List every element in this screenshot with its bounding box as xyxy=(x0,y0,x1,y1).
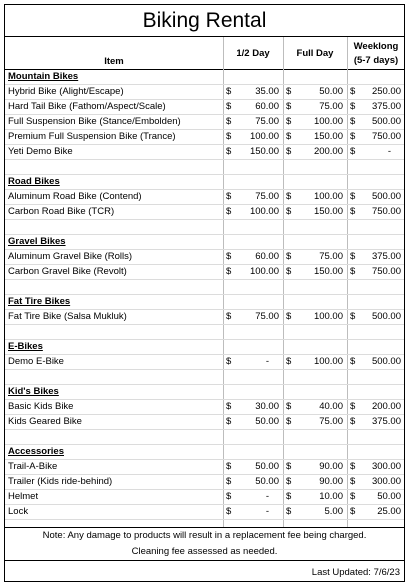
price-amount: 50.00 xyxy=(377,491,401,502)
price-amount: 90.00 xyxy=(319,476,343,487)
full-day-price xyxy=(283,475,347,489)
currency-symbol: $ xyxy=(286,461,292,472)
category-label: Fat Tire Bikes xyxy=(8,296,71,307)
category-label: Road Bikes xyxy=(8,176,60,187)
weeklong-price xyxy=(347,205,405,219)
category-row xyxy=(5,175,404,190)
price-amount: 50.00 xyxy=(319,86,343,97)
currency-symbol: $ xyxy=(350,266,356,277)
half-day-price xyxy=(223,400,283,414)
spacer-row xyxy=(5,430,404,445)
half-day-price xyxy=(223,205,283,219)
currency-symbol: $ xyxy=(286,311,292,322)
weeklong-price xyxy=(347,310,405,324)
item-name: Aluminum Gravel Bike (Rolls) xyxy=(8,251,133,262)
price-amount: 30.00 xyxy=(255,401,279,412)
table-row xyxy=(5,85,404,100)
item-name: Lock xyxy=(8,506,29,517)
rental-price-sheet xyxy=(4,4,405,582)
category-row xyxy=(5,235,404,250)
price-amount: 50.00 xyxy=(255,461,279,472)
weeklong-price xyxy=(347,85,405,99)
price-amount: 5.00 xyxy=(324,506,343,517)
weeklong-price xyxy=(347,400,405,414)
category-label: Mountain Bikes xyxy=(8,71,79,82)
half-day-price xyxy=(223,100,283,114)
currency-symbol: $ xyxy=(226,401,232,412)
weeklong-price xyxy=(347,130,405,144)
full-day-price xyxy=(283,250,347,264)
spacer-row xyxy=(5,160,404,175)
half-day-price xyxy=(223,145,283,159)
table-row xyxy=(5,310,404,325)
half-day-price xyxy=(223,460,283,474)
half-day-price xyxy=(223,505,283,519)
weeklong-price xyxy=(347,415,405,429)
weeklong-price xyxy=(347,145,405,159)
currency-symbol: $ xyxy=(226,266,232,277)
price-amount: 35.00 xyxy=(255,86,279,97)
currency-symbol: $ xyxy=(226,86,232,97)
currency-symbol: $ xyxy=(286,86,292,97)
weeklong-price xyxy=(347,250,405,264)
page-title: Biking Rental xyxy=(5,5,404,37)
currency-symbol: $ xyxy=(286,146,292,157)
item-name: Aluminum Road Bike (Contend) xyxy=(8,191,142,202)
category-label: Gravel Bikes xyxy=(8,236,66,247)
weeklong-price xyxy=(347,490,405,504)
price-amount: 75.00 xyxy=(255,191,279,202)
price-amount: 100.00 xyxy=(249,206,279,217)
half-day-column-header: 1/2 Day xyxy=(236,47,270,59)
spacer-row xyxy=(5,280,404,295)
price-amount: - xyxy=(265,356,269,367)
currency-symbol: $ xyxy=(286,356,292,367)
table-row xyxy=(5,475,404,490)
item-name: Basic Kids Bike xyxy=(8,401,74,412)
currency-symbol: $ xyxy=(350,401,356,412)
note-line-1: Note: Any damage to products will result in a replacement fee being charged. xyxy=(42,530,367,541)
item-name: Yeti Demo Bike xyxy=(8,146,73,157)
price-amount: 10.00 xyxy=(319,491,343,502)
price-amount: 150.00 xyxy=(313,266,343,277)
currency-symbol: $ xyxy=(286,191,292,202)
table-row xyxy=(5,265,404,280)
table-row xyxy=(5,250,404,265)
currency-symbol: $ xyxy=(226,461,232,472)
price-amount: 25.00 xyxy=(377,506,401,517)
currency-symbol: $ xyxy=(286,416,292,427)
half-day-price xyxy=(223,415,283,429)
price-amount: 60.00 xyxy=(255,251,279,262)
price-amount: 100.00 xyxy=(313,116,343,127)
weeklong-header-line1: Weeklong xyxy=(353,40,399,52)
item-name: Full Suspension Bike (Stance/Embolden) xyxy=(8,116,181,127)
damage-note xyxy=(5,527,404,561)
price-amount: 150.00 xyxy=(313,131,343,142)
price-amount: 150.00 xyxy=(249,146,279,157)
weeklong-column-header xyxy=(347,37,405,70)
price-amount: - xyxy=(265,491,269,502)
currency-symbol: $ xyxy=(350,146,356,157)
full-day-price xyxy=(283,415,347,429)
spacer-row xyxy=(5,370,404,385)
half-day-price xyxy=(223,490,283,504)
weeklong-price xyxy=(347,505,405,519)
price-amount: 375.00 xyxy=(371,101,401,112)
currency-symbol: $ xyxy=(350,101,356,112)
price-amount: 75.00 xyxy=(319,101,343,112)
price-amount: - xyxy=(387,146,391,157)
half-day-price xyxy=(223,115,283,129)
half-day-price xyxy=(223,190,283,204)
item-name: Trailer (Kids ride-behind) xyxy=(8,476,113,487)
table-header xyxy=(5,37,404,70)
full-day-column-header: Full Day xyxy=(296,47,334,59)
half-day-price xyxy=(223,250,283,264)
currency-symbol: $ xyxy=(350,191,356,202)
category-row xyxy=(5,445,404,460)
currency-symbol: $ xyxy=(226,101,232,112)
table-row xyxy=(5,415,404,430)
half-day-price xyxy=(223,265,283,279)
price-amount: 100.00 xyxy=(313,356,343,367)
spacer-row xyxy=(5,220,404,235)
currency-symbol: $ xyxy=(350,356,356,367)
currency-symbol: $ xyxy=(350,206,356,217)
category-row xyxy=(5,385,404,400)
full-day-price xyxy=(283,130,347,144)
currency-symbol: $ xyxy=(350,251,356,262)
full-day-price xyxy=(283,115,347,129)
currency-symbol: $ xyxy=(350,461,356,472)
price-amount: 75.00 xyxy=(255,116,279,127)
currency-symbol: $ xyxy=(226,116,232,127)
currency-symbol: $ xyxy=(350,506,356,517)
weeklong-header-line2: (5-7 days) xyxy=(353,54,399,66)
category-row xyxy=(5,295,404,310)
currency-symbol: $ xyxy=(226,311,232,322)
table-row xyxy=(5,355,404,370)
price-amount: 75.00 xyxy=(319,251,343,262)
item-name: Premium Full Suspension Bike (Trance) xyxy=(8,131,176,142)
table-row xyxy=(5,505,404,520)
full-day-price xyxy=(283,205,347,219)
price-table-body xyxy=(5,70,404,520)
table-row xyxy=(5,190,404,205)
full-day-price xyxy=(283,145,347,159)
half-day-price xyxy=(223,355,283,369)
currency-symbol: $ xyxy=(226,206,232,217)
category-label: Kid's Bikes xyxy=(8,386,59,397)
item-name: Fat Tire Bike (Salsa Mukluk) xyxy=(8,311,127,322)
currency-symbol: $ xyxy=(286,506,292,517)
price-amount: 375.00 xyxy=(371,251,401,262)
half-day-price xyxy=(223,310,283,324)
weeklong-price xyxy=(347,355,405,369)
price-amount: 500.00 xyxy=(371,356,401,367)
note-line-2: Cleaning fee assessed as needed. xyxy=(131,546,278,557)
currency-symbol: $ xyxy=(226,191,232,202)
item-name: Hybrid Bike (Alight/Escape) xyxy=(8,86,124,97)
currency-symbol: $ xyxy=(350,491,356,502)
table-row xyxy=(5,205,404,220)
price-amount: 100.00 xyxy=(249,131,279,142)
price-amount: 500.00 xyxy=(371,116,401,127)
item-name: Hard Tail Bike (Fathom/Aspect/Scale) xyxy=(8,101,166,112)
full-day-price xyxy=(283,505,347,519)
table-row xyxy=(5,400,404,415)
currency-symbol: $ xyxy=(226,251,232,262)
full-day-price xyxy=(283,355,347,369)
price-amount: 200.00 xyxy=(371,401,401,412)
full-day-price xyxy=(283,85,347,99)
currency-symbol: $ xyxy=(350,311,356,322)
spacer-row xyxy=(5,325,404,340)
price-amount: 150.00 xyxy=(313,206,343,217)
currency-symbol: $ xyxy=(350,86,356,97)
currency-symbol: $ xyxy=(350,476,356,487)
currency-symbol: $ xyxy=(226,416,232,427)
price-amount: 500.00 xyxy=(371,191,401,202)
table-row xyxy=(5,145,404,160)
currency-symbol: $ xyxy=(350,131,356,142)
price-amount: 375.00 xyxy=(371,416,401,427)
currency-symbol: $ xyxy=(350,416,356,427)
half-day-price xyxy=(223,475,283,489)
table-row xyxy=(5,130,404,145)
item-name: Demo E-Bike xyxy=(8,356,64,367)
table-row xyxy=(5,100,404,115)
price-amount: 90.00 xyxy=(319,461,343,472)
currency-symbol: $ xyxy=(286,401,292,412)
currency-symbol: $ xyxy=(286,491,292,502)
currency-symbol: $ xyxy=(226,506,232,517)
half-day-price xyxy=(223,85,283,99)
full-day-price xyxy=(283,265,347,279)
table-row xyxy=(5,490,404,505)
item-name: Trail-A-Bike xyxy=(8,461,58,472)
item-column-header: Item xyxy=(104,55,124,67)
weeklong-price xyxy=(347,265,405,279)
currency-symbol: $ xyxy=(350,116,356,127)
item-name: Helmet xyxy=(8,491,39,502)
currency-symbol: $ xyxy=(286,206,292,217)
currency-symbol: $ xyxy=(286,101,292,112)
currency-symbol: $ xyxy=(226,146,232,157)
price-amount: 500.00 xyxy=(371,311,401,322)
price-amount: 300.00 xyxy=(371,476,401,487)
half-day-price xyxy=(223,130,283,144)
full-day-price xyxy=(283,400,347,414)
weeklong-price xyxy=(347,100,405,114)
price-amount: 50.00 xyxy=(255,476,279,487)
full-day-price xyxy=(283,460,347,474)
currency-symbol: $ xyxy=(286,476,292,487)
item-name: Carbon Road Bike (TCR) xyxy=(8,206,115,217)
price-amount: 100.00 xyxy=(313,311,343,322)
price-amount: 750.00 xyxy=(371,131,401,142)
item-name: Carbon Gravel Bike (Revolt) xyxy=(8,266,127,277)
last-updated: Last Updated: 7/6/23 xyxy=(311,567,400,578)
category-row xyxy=(5,340,404,355)
currency-symbol: $ xyxy=(286,131,292,142)
price-amount: - xyxy=(265,506,269,517)
weeklong-price xyxy=(347,190,405,204)
currency-symbol: $ xyxy=(226,476,232,487)
price-amount: 75.00 xyxy=(319,416,343,427)
price-amount: 100.00 xyxy=(313,191,343,202)
currency-symbol: $ xyxy=(286,116,292,127)
item-name: Kids Geared Bike xyxy=(8,416,82,427)
category-label: E-Bikes xyxy=(8,341,43,352)
price-amount: 40.00 xyxy=(319,401,343,412)
weeklong-price xyxy=(347,460,405,474)
category-label: Accessories xyxy=(8,446,64,457)
currency-symbol: $ xyxy=(286,266,292,277)
price-amount: 250.00 xyxy=(371,86,401,97)
currency-symbol: $ xyxy=(226,491,232,502)
weeklong-price xyxy=(347,475,405,489)
currency-symbol: $ xyxy=(286,251,292,262)
price-amount: 60.00 xyxy=(255,101,279,112)
full-day-price xyxy=(283,190,347,204)
table-row xyxy=(5,460,404,475)
weeklong-price xyxy=(347,115,405,129)
full-day-price xyxy=(283,100,347,114)
price-amount: 50.00 xyxy=(255,416,279,427)
price-amount: 75.00 xyxy=(255,311,279,322)
currency-symbol: $ xyxy=(226,131,232,142)
price-amount: 100.00 xyxy=(249,266,279,277)
full-day-price xyxy=(283,310,347,324)
category-row xyxy=(5,70,404,85)
price-amount: 200.00 xyxy=(313,146,343,157)
currency-symbol: $ xyxy=(226,356,232,367)
full-day-price xyxy=(283,490,347,504)
price-amount: 750.00 xyxy=(371,266,401,277)
price-amount: 300.00 xyxy=(371,461,401,472)
price-amount: 750.00 xyxy=(371,206,401,217)
table-row xyxy=(5,115,404,130)
